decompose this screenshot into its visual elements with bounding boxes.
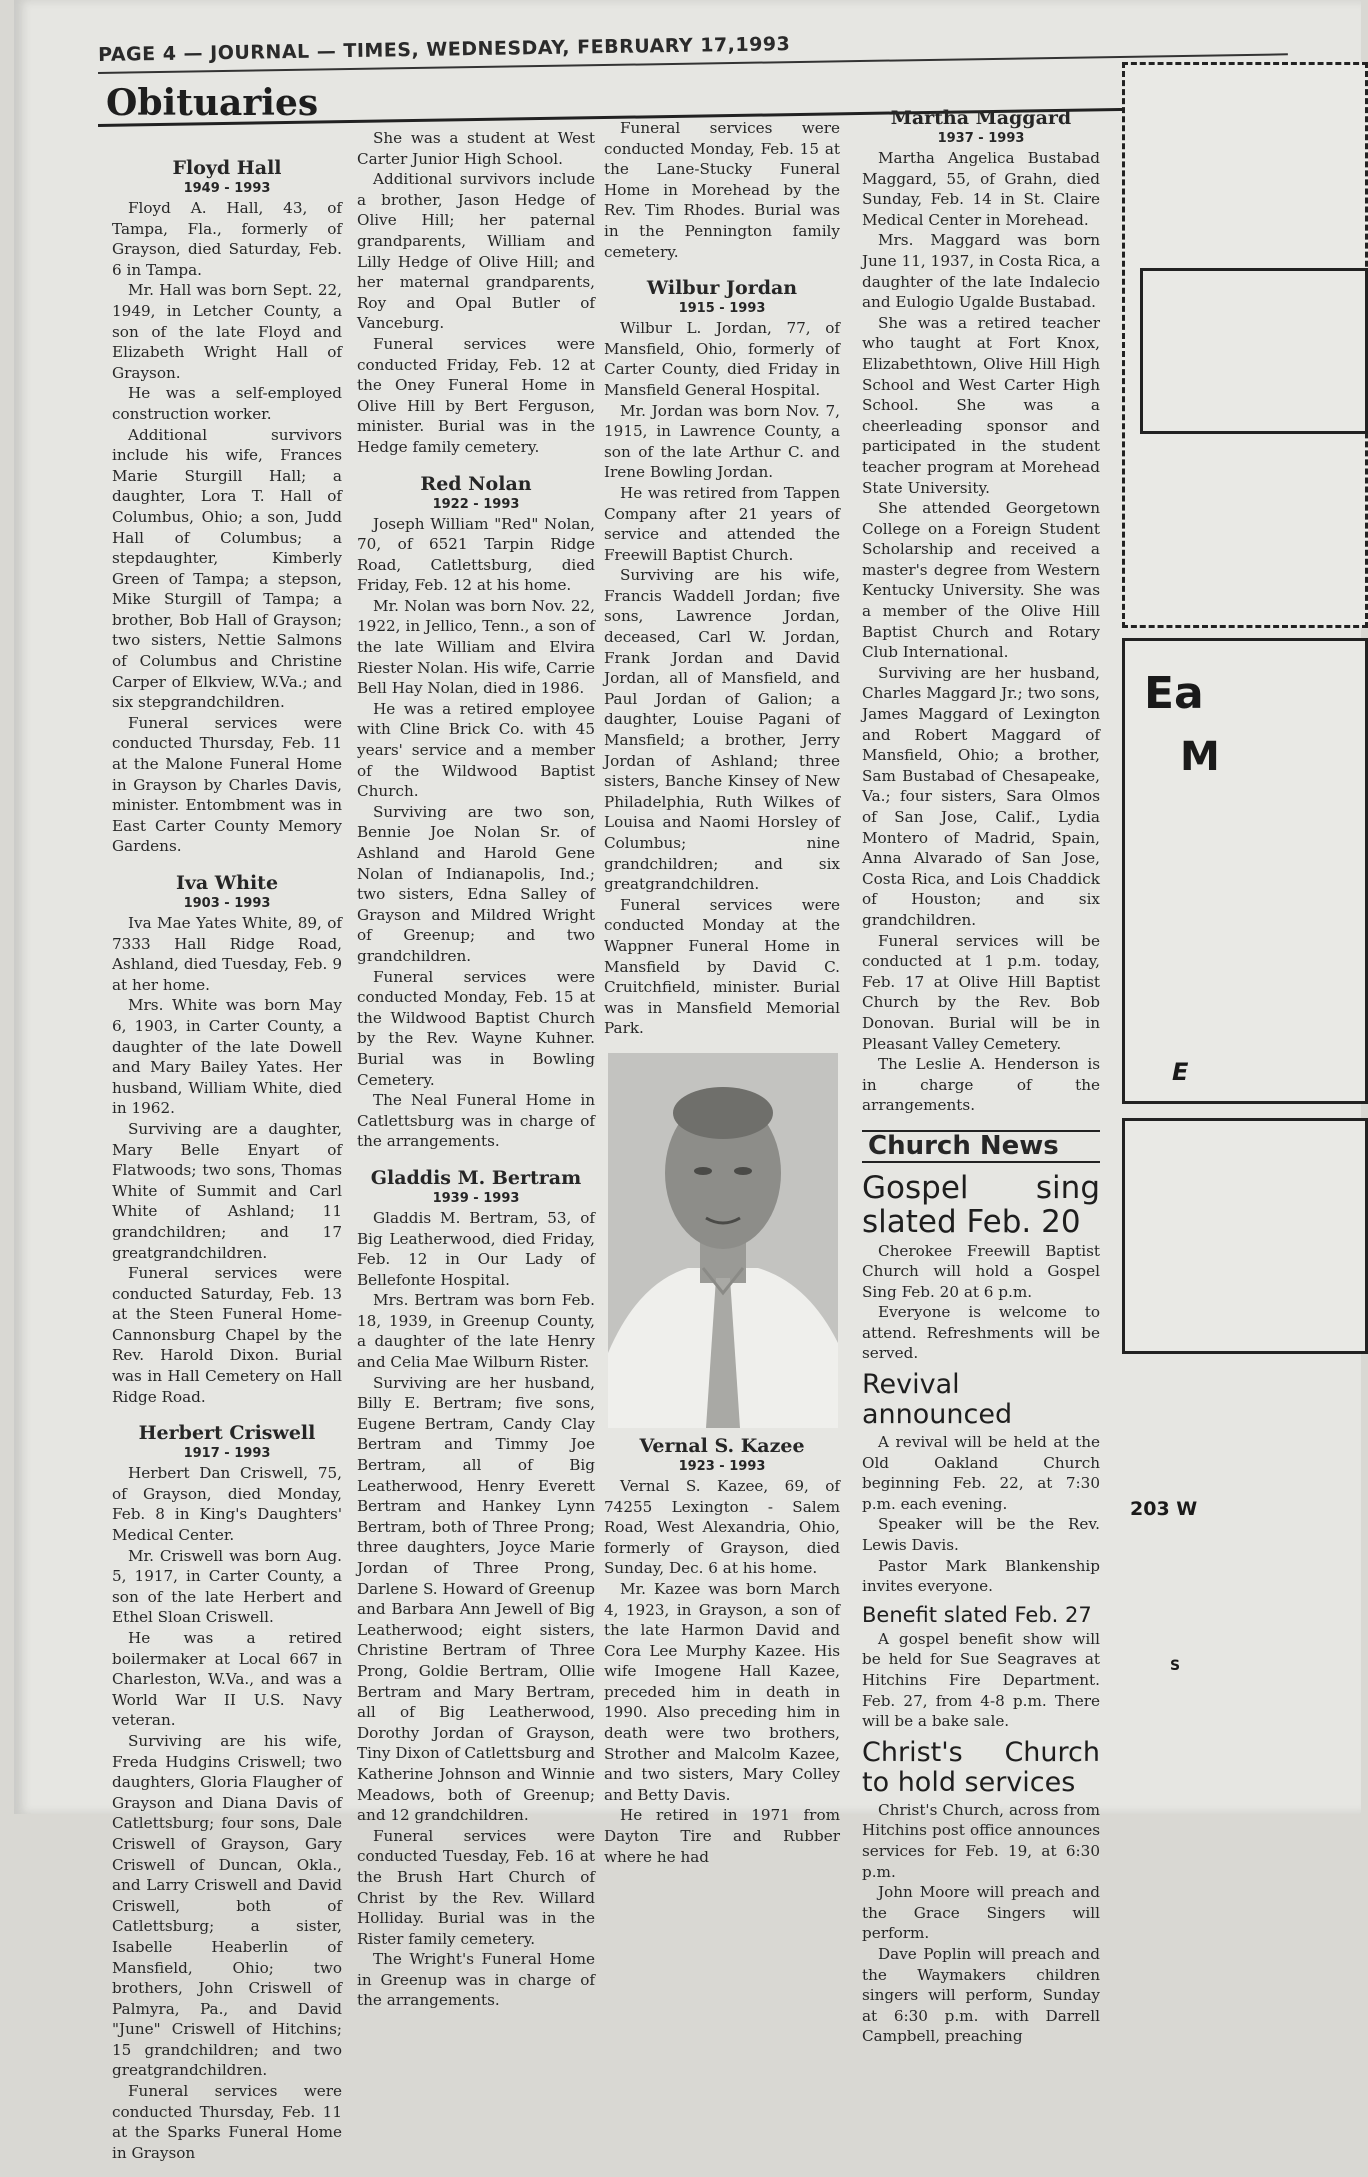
obituary-paragraph: Mrs. Bertram was born Feb. 18, 1939, in Greenup County, a daughter of the late Henry and Celia Mae Wilburn Rister. — [357, 1291, 595, 1372]
church-item-paragraph: Speaker will be the Rev. Lewis Davis. — [862, 1515, 1100, 1555]
obituary-paragraph: He was a self-employed construction worker. — [112, 384, 342, 423]
obituary-paragraph: The Leslie A. Henderson is in charge of the arrangements. — [862, 1055, 1100, 1115]
church-item-headline: Gospel sing slated Feb. 20 — [862, 1169, 1100, 1240]
obituary-paragraph: Additional survivors include his wife, Frances Marie Sturgill Hall; a daughter, Lora T. Hall of Columbus, Ohio; a son, Judd Hall of Columbus; a stepdaughter, Kimberly Green of Tampa; a stepson, Mike Sturgill of Tampa; a brother, Bob Hall of Grayson; two sisters, Nettie Salmons of Columbus and Christine Carper of Elkview, W.Va.; and six stepgrandchildren. — [112, 425, 342, 712]
obituary-paragraph: Mrs. Maggard was born June 11, 1937, in Costa Rica, a daughter of the late Indalecio and Eulogio Ugalde Bustabad. — [862, 231, 1100, 312]
obituary-paragraph: Surviving are her husband, Charles Maggard Jr.; two sons, James Maggard of Lexington and Robert Maggard of Mansfield, Ohio; a brother, Sam Bustabad of Chesapeake, Va.; four sisters, Sara Olmos of San Jose, Calif., Lydia Montero of Madrid, Spain, Anna Alvarado of San Jose, Costa Rica, and Lois Chaddick of Houston; and six grandchildren. — [862, 663, 1100, 929]
obituary-paragraph: The Neal Funeral Home in Catlettsburg was in charge of the arrangements. — [357, 1091, 595, 1151]
obituary-paragraph: Funeral services were conducted Monday, Feb. 15 at the Wildwood Baptist Church by the Rev. Wayne Kuhner. Burial was in Bowling Cemetery. — [357, 967, 595, 1089]
church-item-christs-church — [862, 1738, 1100, 2047]
church-item-benefit — [862, 1603, 1100, 1732]
obituary-paragraph: Funeral services were conducted Friday, Feb. 12 at the Oney Funeral Home in Olive Hill by Bert Ferguson, minister. Burial was in the Hedge family cemetery. — [357, 334, 595, 456]
obituary-paragraph: Funeral services were conducted Tuesday, Feb. 16 at the Brush Hart Church of Christ by the Rev. Willard Holliday. Burial was in the Rister family cemetery. — [357, 1826, 595, 1948]
obituary-continued-hedge — [357, 128, 595, 458]
obituary-name: Gladdis M. Bertram — [370, 1166, 582, 1189]
obituary-paragraph: He was a retired boilermaker at Local 667 in Charleston, W.Va., and was a World War II U.S. Navy veteran. — [112, 1629, 342, 1730]
obituary-paragraph: The Wright's Funeral Home in Greenup was in charge of the arrangements. — [357, 1950, 595, 2010]
obituary-paragraph: Surviving are two son, Bennie Joe Nolan Sr. of Ashland and Harold Gene Nolan of Indianapolis, Ind.; two sisters, Edna Salley of Grayson and Mildred Wright of Greenup; and two grandchildren. — [357, 802, 595, 965]
obituary-herbert-criswell — [112, 1421, 342, 2163]
obituary-paragraph: Funeral services were conducted Thursday, Feb. 11 at the Malone Funeral Home in Grayson by Charles Davis, minister. Entombment was in East Carter County Memory Gardens. — [112, 713, 342, 856]
obituary-years: 1939 - 1993 — [432, 1190, 520, 1206]
page-header: PAGE 4 — JOURNAL — TIMES, WEDNESDAY, FEBRUARY 17,1993 — [98, 33, 791, 66]
obituary-paragraph: Surviving are a daughter, Mary Belle Enyart of Flatwoods; two sons, Thomas White of Summit and Carl White of Ashland; 11 grandchildren; and 17 greatgrandchildren. — [112, 1119, 342, 1262]
portrait-illustration — [608, 1053, 838, 1428]
obituary-years: 1949 - 1993 — [183, 181, 271, 196]
church-item-revival — [862, 1370, 1100, 1597]
column-4 — [862, 100, 1100, 2047]
obituary-years: 1923 - 1993 — [678, 1458, 766, 1474]
obituary-paragraph: Funeral services were conducted Thursday, Feb. 11 at the Sparks Funeral Home in Grayson — [112, 2082, 342, 2162]
obituary-paragraph: Funeral services will be conducted at 1 p.m. today, Feb. 17 at Olive Hill Baptist Church by the Rev. Bob Donovan. Burial will be in Pleasant Valley Cemetery. — [862, 931, 1100, 1053]
obituary-paragraph: Floyd A. Hall, 43, of Tampa, Fla., formerly of Grayson, died Saturday, Feb. 6 in Tampa. — [112, 199, 342, 279]
church-news-title: Church News — [862, 1130, 1100, 1163]
obituary-years: 1903 - 1993 — [183, 896, 271, 911]
church-item-paragraph: Cherokee Freewill Baptist Church will hold a Gospel Sing Feb. 20 at 6 p.m. — [862, 1241, 1100, 1301]
church-item-headline: Christ's Church to hold services — [862, 1736, 1100, 1798]
obituary-iva-white — [112, 871, 342, 1407]
obituary-name: Herbert Criswell — [138, 1422, 316, 1445]
church-item-gospel-sing — [862, 1171, 1100, 1365]
obituary-paragraph: She attended Georgetown College on a Foreign Student Scholarship and received a master's degree from Western Kentucky University. She was a member of the Olive Hill Baptist Church and Rotary Club International. — [862, 499, 1100, 662]
obituary-paragraph: Surviving are his wife, Freda Hudgins Criswell; two daughters, Gloria Flaugher of Grayson and Diana Davis of Catlettsburg; four sons, Dale Criswell of Grayson, Gary Criswell of Duncan, Okla., and Larry Criswell and David Criswell, both of Catlettsburg; a sister, Isabelle Heaberlin of Mansfield, Ohio; two brothers, John Criswell of Palmyra, Pa., and David "June" Criswell of Hitchins; 15 grandchildren; and two greatgrandchildren. — [112, 1731, 342, 2080]
obituary-martha-maggard — [862, 106, 1100, 1116]
obituary-paragraph: He was retired from Tappen Company after 21 years of service and attended the Freewill Baptist Church. — [604, 483, 840, 564]
obituary-paragraph: Wilbur L. Jordan, 77, of Mansfield, Ohio, formerly of Carter County, died Friday in Mansfield General Hospital. — [604, 319, 840, 399]
obituary-paragraph: He was a retired employee with Cline Brick Co. with 45 years' service and a member of the Wildwood Baptist Church. — [357, 699, 595, 801]
column-1 — [112, 150, 342, 2177]
obituary-years: 1922 - 1993 — [432, 496, 520, 512]
obituary-paragraph: Surviving are his wife, Francis Waddell Jordan; five sons, Lawrence Jordan, deceased, Carl W. Jordan, Frank Jordan and David Jordan, all of Mansfield, and Paul Jordan of Galion; a daughter, Louise Pagani of Mansfield; a brother, Jerry Jordan of Ashland; three sisters, Banche Kinsey of New Philadelphia, Ruth Wilkes of Louisa and Naomi Horsley of Columbus; nine grandchildren; and six greatgrandchildren. — [604, 566, 840, 894]
obituary-paragraph: Martha Angelica Bustabad Maggard, 55, of Grahn, died Sunday, Feb. 14 in St. Claire Medical Center in Morehead. — [862, 149, 1100, 229]
advertisement-box — [1122, 1118, 1368, 1354]
obituary-paragraph: Funeral services were conducted Monday, Feb. 15 at the Lane-Stucky Funeral Home in Morehead by the Rev. Tim Rhodes. Burial was in the Pennington family cemetery. — [604, 119, 840, 261]
obituary-paragraph: She was a retired teacher who taught at Fort Knox, Elizabethtown, Olive Hill High School and West Carter High School. She was a cheerleading sponsor and participated in the student teacher program at Morehead State University. — [862, 313, 1100, 497]
advertisement-text: 203 W — [1130, 1498, 1198, 1520]
obituary-paragraph: She was a student at West Carter Junior High School. — [357, 129, 595, 168]
portrait-photo — [608, 1053, 838, 1428]
obituary-paragraph: Mr. Nolan was born Nov. 22, 1922, in Jellico, Tenn., a son of the late William and Elvira Riester Nolan. His wife, Carrie Bell Hay Nolan, died in 1986. — [357, 596, 595, 698]
advertisement-inner-box — [1140, 268, 1368, 434]
advertisement-text: M — [1180, 734, 1220, 780]
obituary-paragraph: Additional survivors include a brother, Jason Hedge of Olive Hill; her paternal grandparents, William and Lilly Hedge of Olive Hill; and her maternal grandparents, Roy and Opal Butler of Vanceburg. — [357, 170, 595, 333]
church-item-paragraph: Everyone is welcome to attend. Refreshments will be served. — [862, 1303, 1100, 1363]
obituary-paragraph: Joseph William "Red" Nolan, 70, of 6521 Tarpin Ridge Road, Catlettsburg, died Friday, Feb. 12 at his home. — [357, 514, 595, 595]
newspaper-page — [14, 0, 1361, 2162]
church-item-headline: Benefit slated Feb. 27 — [862, 1602, 1092, 1627]
obituary-name: Floyd Hall — [172, 157, 282, 179]
church-item-paragraph: A gospel benefit show will be held for Sue Seagraves at Hitchins Fire Department. Feb. 27, from 4-8 p.m. There will be a bake sale. — [862, 1629, 1100, 1731]
advertisement-text: E — [1172, 1058, 1189, 1086]
section-title: Obituaries — [106, 82, 319, 124]
obituary-paragraph: Mr. Criswell was born Aug. 5, 1917, in Carter County, a son of the late Herbert and Ethel Sloan Criswell. — [112, 1546, 342, 1627]
obituary-name: Red Nolan — [420, 472, 532, 495]
church-item-paragraph: John Moore will preach and the Grace Singers will perform. — [862, 1883, 1100, 1943]
obituary-paragraph: Funeral services were conducted Saturday, Feb. 13 at the Steen Funeral Home-Cannonsburg Chapel by the Rev. Harold Dixon. Burial was in Hall Cemetery on Hall Ridge Road. — [112, 1264, 342, 1406]
obituary-name: Martha Maggard — [890, 107, 1072, 129]
obituary-paragraph: Iva Mae Yates White, 89, of 7333 Hall Ridge Road, Ashland, died Tuesday, Feb. 9 at her home. — [112, 914, 342, 994]
obituary-wilbur-jordan — [604, 276, 840, 1039]
obituary-continued-prev — [604, 118, 840, 262]
obituary-paragraph: Mr. Jordan was born Nov. 7, 1915, in Lawrence County, a son of the late Arthur C. and Irene Bowling Jordan. — [604, 401, 840, 482]
obituary-gladdis-bertram — [357, 1166, 595, 2011]
obituary-paragraph: He retired in 1971 from Dayton Tire and Rubber where he had — [604, 1806, 840, 1866]
obituary-vernal-kazee — [604, 1434, 840, 1867]
church-item-paragraph: Christ's Church, across from Hitchins post office announces services for Feb. 19, at 6:30 p.m. — [862, 1800, 1100, 1881]
obituary-red-nolan — [357, 472, 595, 1152]
obituary-years: 1917 - 1993 — [183, 1446, 271, 1462]
church-item-paragraph: Pastor Mark Blankenship invites everyone. — [862, 1556, 1100, 1596]
church-item-paragraph: A revival will be held at the Old Oakland Church beginning Feb. 22, at 7:30 p.m. each evening. — [862, 1433, 1100, 1513]
column-2 — [357, 128, 595, 2025]
obituary-paragraph: Surviving are her husband, Billy E. Bertram; five sons, Eugene Bertram, Candy Clay Bertram and Timmy Joe Bertram, all of Big Leatherwood, Henry Everett Bertram and Hankey Lynn Bertram, both of Three Prong; three daughters, Joyce Marie Jordan of Three Prong, Darlene S. Howard of Greenup and Barbara Ann Jewell of Big Leatherwood; eight sisters, Christine Bertram of Three Prong, Goldie Bertram, Ollie Bertram and Mary Bertram, all of Big Leatherwood, Dorothy Jordan of Grayson, Tiny Dixon of Catlettsburg and Katherine Johnson and Winnie Meadows, both of Greenup; and 12 grandchildren. — [357, 1373, 595, 1825]
obituary-name: Vernal S. Kazee — [639, 1434, 805, 1457]
column-3 — [604, 118, 840, 1881]
obituary-floyd-hall — [112, 156, 342, 857]
obituary-paragraph: Herbert Dan Criswell, 75, of Grayson, died Monday, Feb. 8 in King's Daughters' Medical Center. — [112, 1464, 342, 1545]
advertisement-strip — [1116, 58, 1361, 1814]
obituary-paragraph: Gladdis M. Bertram, 53, of Big Leatherwood, died Friday, Feb. 12 in Our Lady of Bellefonte Hospital. — [357, 1208, 595, 1289]
obituary-paragraph: Mr. Kazee was born March 4, 1923, in Grayson, a son of the late Harmon David and Cora Lee Murphy Kazee. His wife Imogene Hall Kazee, preceded him in death in 1990. Also preceding him in death were two brothers, Strother and Malcolm Kazee, and two sisters, Mary Colley and Betty Davis. — [604, 1579, 840, 1804]
obituary-paragraph: Mrs. White was born May 6, 1903, in Carter County, a daughter of the late Dowell and Mary Bailey Yates. Her husband, William White, died in 1962. — [112, 996, 342, 1118]
obituary-years: 1937 - 1993 — [937, 131, 1025, 146]
obituary-years: 1915 - 1993 — [678, 301, 766, 317]
obituary-paragraph: Mr. Hall was born Sept. 22, 1949, in Letcher County, a son of the late Floyd and Elizabeth Wright Hall of Grayson. — [112, 281, 342, 382]
obituary-paragraph: Funeral services were conducted Monday at the Wappner Funeral Home in Mansfield by David C. Cruitchfield, minister. Burial was in Mansfield Memorial Park. — [604, 895, 840, 1038]
church-item-paragraph: Dave Poplin will preach and the Waymakers children singers will perform, Sunday at 6:30 p.m. with Darrell Campbell, preaching — [862, 1944, 1100, 2046]
advertisement-text: Ea — [1144, 668, 1204, 719]
obituary-paragraph: Vernal S. Kazee, 69, of 74255 Lexington - Salem Road, West Alexandria, Ohio, formerly of Grayson, died Sunday, Dec. 6 at his home. — [604, 1476, 840, 1578]
church-item-headline: Revival announced — [862, 1369, 1013, 1431]
advertisement-text: S — [1170, 1658, 1181, 1674]
obituary-name: Iva White — [175, 872, 279, 894]
obituary-name: Wilbur Jordan — [646, 277, 798, 300]
